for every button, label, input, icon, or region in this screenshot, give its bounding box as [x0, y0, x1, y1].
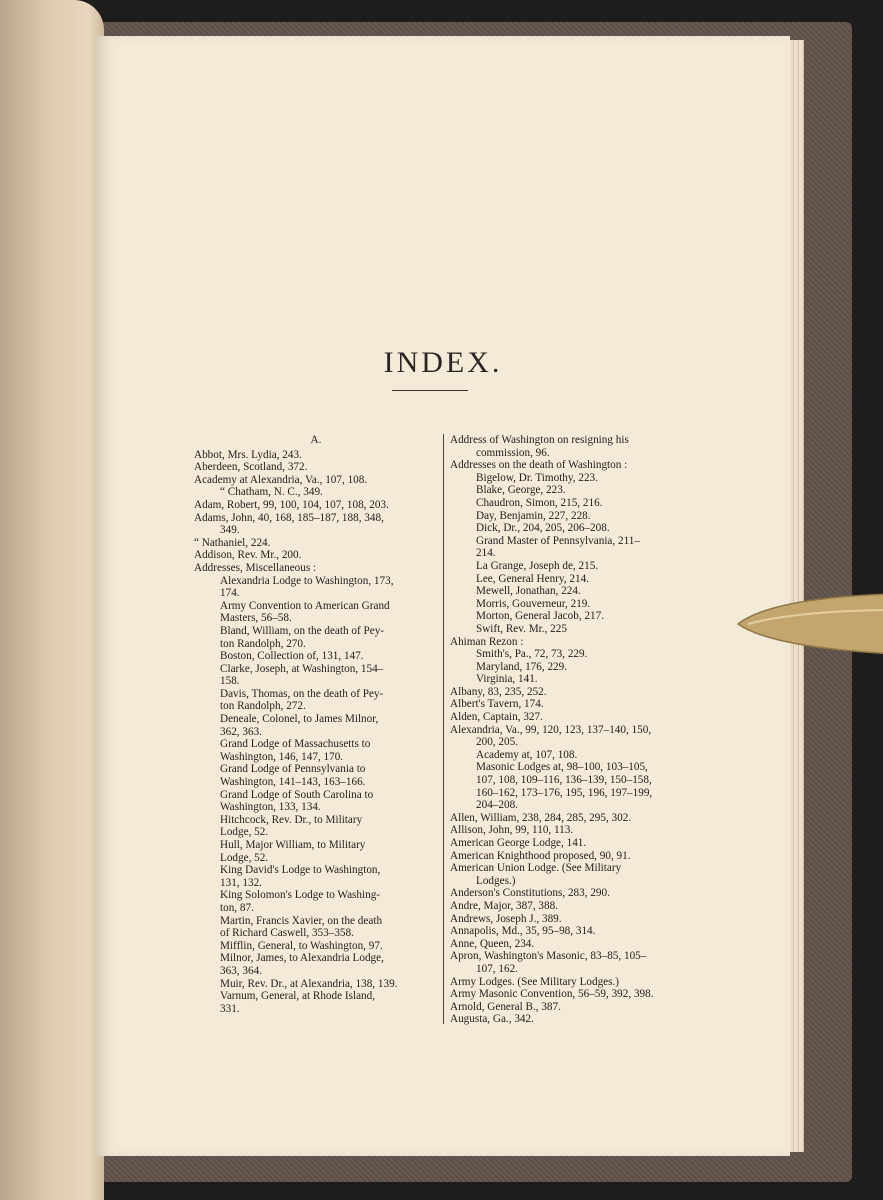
index-entry: of Richard Caswell, 353–358. [220, 927, 354, 940]
index-entry: Mifflin, General, to Washington, 97. [220, 939, 383, 952]
index-entry: Andrews, Joseph J., 389. [450, 912, 562, 925]
index-entry: Addresses, Miscellaneous : [194, 561, 317, 574]
index-entry: commission, 96. [476, 446, 550, 459]
index-entry: Alexandria, Va., 99, 120, 123, 137–140, 150, [450, 723, 652, 736]
index-entry: Masonic Lodges at, 98–100, 103–105, [476, 761, 648, 774]
index-entry: Milnor, James, to Alexandria Lodge, [220, 952, 384, 965]
index-entry: Deneale, Colonel, to James Milnor, [220, 713, 379, 726]
index-entry: Grand Master of Pennsylvania, 211– [476, 534, 640, 547]
index-entry: Apron, Washington's Masonic, 83–85, 105– [450, 950, 647, 963]
index-entry: Hitchcock, Rev. Dr., to Military [220, 813, 363, 826]
facing-page [0, 0, 104, 1200]
index-entry: Andre, Major, 387, 388. [450, 899, 558, 912]
index-entry: Washington, 146, 147, 170. [220, 750, 344, 763]
index-entry: Anne, Queen, 234. [450, 937, 535, 950]
index-column-left [194, 434, 438, 1015]
index-entry: Grand Lodge of Pennsylvania to [220, 763, 366, 776]
index-entry: Lee, General Henry, 214. [476, 572, 589, 585]
index-entry: ton Randolph, 272. [220, 700, 306, 713]
index-entry: Army Convention to American Grand [220, 599, 390, 612]
index-entry: 131, 132. [220, 876, 262, 889]
index-entry: Morris, Gouverneur, 219. [476, 597, 591, 610]
index-entry: Morton, General Jacob, 217. [476, 610, 605, 623]
index-entry: Abbot, Mrs. Lydia, 243. [194, 448, 302, 461]
index-entry: Allison, John, 99, 110, 113. [450, 824, 574, 837]
index-entry: Grand Lodge of Massachusetts to [220, 738, 371, 751]
index-entry: Washington, 141–143, 163–166. [220, 776, 366, 789]
index-entry: American Knighthood proposed, 90, 91. [450, 849, 631, 862]
page-title: INDEX. [383, 346, 503, 379]
index-entry: Smith's, Pa., 72, 73, 229. [476, 648, 588, 661]
section-letter: A. [310, 434, 322, 446]
index-entry: 160–162, 173–176, 195, 196, 197–199, [476, 786, 653, 799]
index-entry: Grand Lodge of South Carolina to [220, 788, 374, 801]
index-entry: Addresses on the death of Washington : [450, 459, 628, 472]
index-entry: Boston, Collection of, 131, 147. [220, 650, 364, 663]
index-entry: Martin, Francis Xavier, on the death [220, 914, 383, 927]
index-entry: Addison, Rev. Mr., 200. [194, 549, 302, 562]
index-entry: Bland, William, on the death of Pey- [220, 624, 385, 637]
index-entry: American Union Lodge. (See Military [450, 862, 622, 875]
index-entry: Davis, Thomas, on the death of Pey- [220, 687, 384, 700]
index-entry: Hull, Major William, to Military [220, 839, 366, 851]
index-entry: King Solomon's Lodge to Washing- [220, 889, 381, 902]
index-entry: 331. [220, 1002, 240, 1015]
index-entry: “ Nathaniel, 224. [194, 536, 271, 549]
entry-list-left [194, 449, 438, 1016]
index-entry: Muir, Rev. Dr., at Alexandria, 138, 139. [220, 977, 398, 990]
index-entry: Alexandria Lodge to Washington, 173, [220, 574, 394, 587]
index-entry: Adams, John, 40, 168, 185–187, 188, 348, [194, 511, 384, 524]
index-page [96, 36, 790, 1156]
column-divider [443, 434, 444, 1024]
index-entry: ton Randolph, 270. [220, 637, 306, 650]
index-entry: Bigelow, Dr. Timothy, 223. [476, 471, 598, 484]
index-entry: Varnum, General, at Rhode Island, [220, 990, 376, 1003]
index-entry: Lodge, 52. [220, 826, 269, 839]
title-rule [392, 390, 468, 391]
index-entry: Washington, 133, 134. [220, 801, 321, 814]
index-entry: Army Lodges. (See Military Lodges.) [450, 975, 620, 988]
index-entry: American George Lodge, 141. [450, 837, 587, 849]
bookmark-icon [734, 584, 883, 660]
index-entry: Adam, Robert, 99, 100, 104, 107, 108, 203. [194, 498, 389, 511]
index-entry: Maryland, 176, 229. [476, 660, 568, 673]
index-entry: Arnold, General B., 387. [450, 1000, 561, 1013]
index-entry: 200, 205. [476, 736, 518, 749]
index-entry: Albert's Tavern, 174. [450, 698, 544, 711]
index-entry: King David's Lodge to Washington, [220, 864, 381, 877]
index-entry: Masters, 56–58. [220, 612, 292, 625]
index-entry: Anderson's Constitutions, 283, 290. [450, 887, 610, 900]
index-entry: Academy at, 107, 108. [476, 748, 578, 761]
index-entry: Ahiman Rezon : [450, 635, 524, 648]
entry-list-right [450, 434, 694, 1026]
index-entry: Aberdeen, Scotland, 372. [194, 461, 308, 474]
index-entry: Alden, Captain, 327. [450, 711, 543, 724]
index-entry: Address of Washington on resigning his [450, 434, 629, 446]
index-entry: Albany, 83, 235, 252. [450, 685, 547, 698]
index-entry: 214. [476, 547, 496, 560]
index-entry: ton, 87. [220, 901, 254, 914]
index-entry: 362, 363. [220, 725, 262, 738]
index-entry: Augusta, Ga., 342. [450, 1013, 534, 1026]
index-entry: Blake, George, 223. [476, 484, 566, 497]
index-entry: “ Chatham, N. C., 349. [220, 486, 323, 499]
index-entry: Annapolis, Md., 35, 95–98, 314. [450, 925, 596, 938]
index-entry: 204–208. [476, 799, 518, 812]
index-entry: Clarke, Joseph, at Washington, 154– [220, 662, 384, 675]
index-entry: Lodge, 52. [220, 851, 269, 864]
index-entry: Swift, Rev. Mr., 225 [476, 622, 567, 635]
index-entry: Dick, Dr., 204, 205, 206–208. [476, 522, 610, 535]
index-entry: Lodges.) [476, 874, 516, 887]
index-entry: 349. [220, 524, 240, 537]
index-entry: 158. [220, 675, 240, 688]
index-column-right [450, 434, 694, 1026]
index-entry: Army Masonic Convention, 56–59, 392, 398. [450, 988, 654, 1001]
index-entry: 107, 108, 109–116, 136–139, 150–158, [476, 774, 652, 787]
index-entry: 363, 364. [220, 964, 262, 977]
index-entry: Day, Benjamin, 227, 228. [476, 509, 591, 522]
index-entry: Mewell, Jonathan, 224. [476, 585, 581, 598]
index-entry: La Grange, Joseph de, 215. [476, 559, 599, 572]
index-entry: Virginia, 141. [476, 673, 538, 686]
index-entry: Allen, William, 238, 284, 285, 295, 302. [450, 811, 632, 824]
index-entry: Chaudron, Simon, 215, 216. [476, 496, 603, 509]
index-entry: 174. [220, 587, 240, 600]
index-entry: 107, 162. [476, 962, 518, 975]
index-entry: Academy at Alexandria, Va., 107, 108. [194, 473, 368, 486]
